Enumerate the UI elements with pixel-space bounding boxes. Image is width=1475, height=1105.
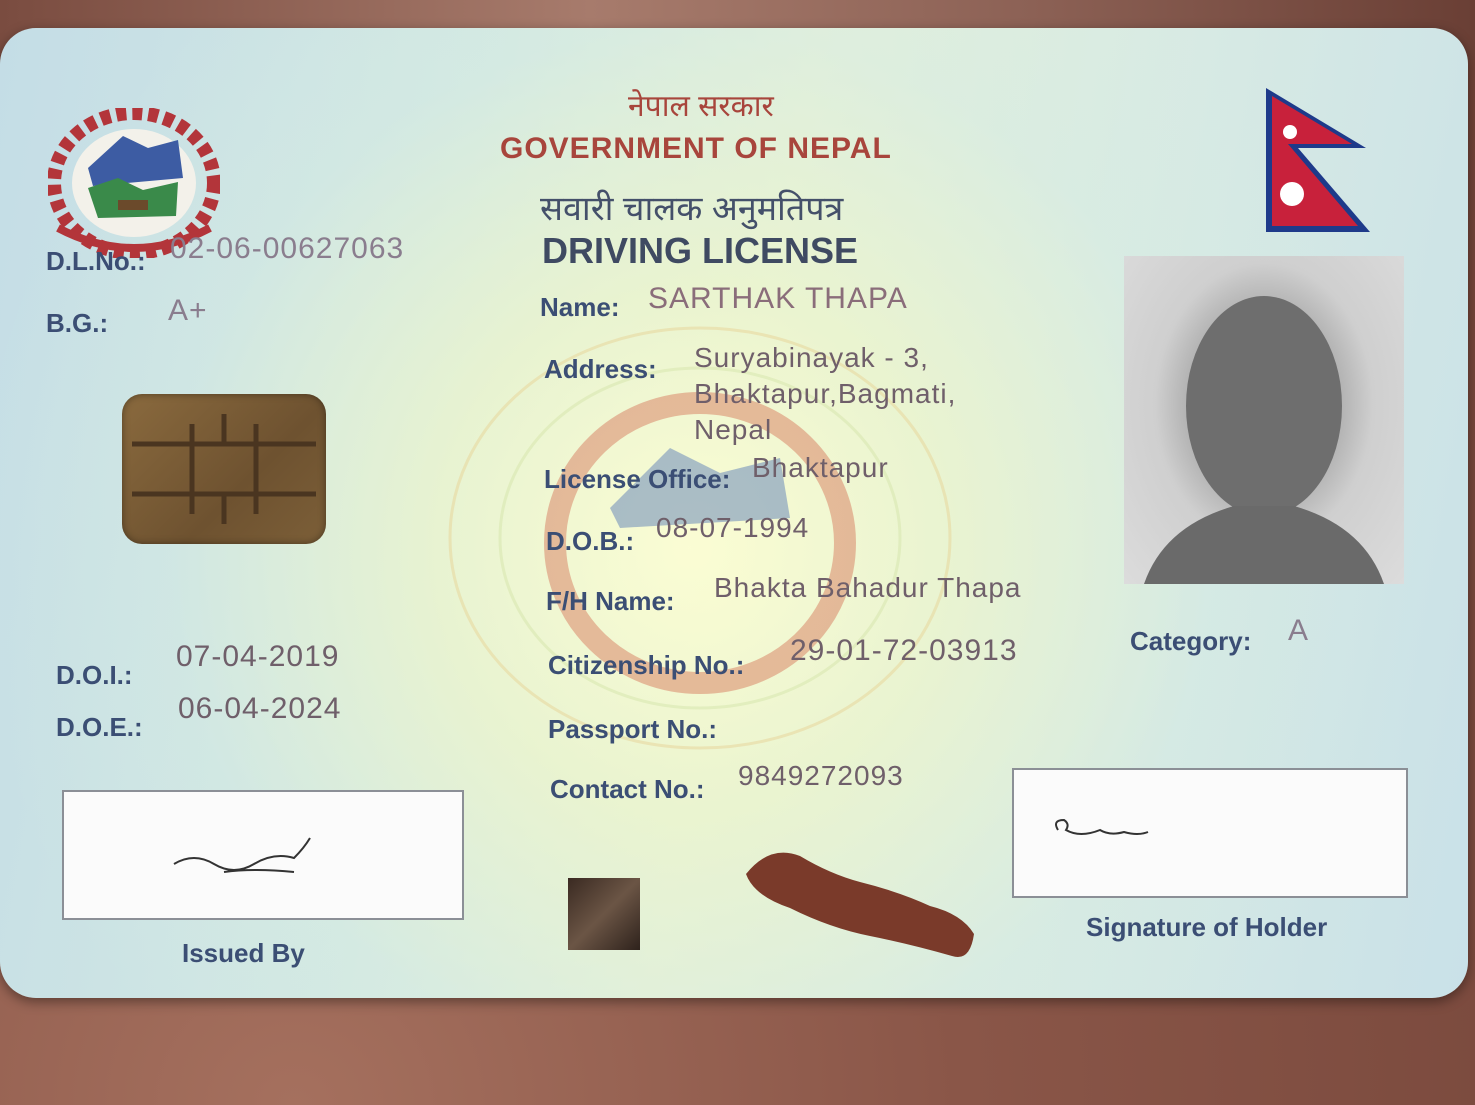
dl-no-value: 02-06-00627063 — [170, 232, 405, 265]
holder-signature-icon — [1014, 770, 1406, 896]
license-office-value: Bhaktapur — [752, 452, 889, 483]
license-office-label: License Office: — [544, 464, 731, 494]
name-label: Name: — [540, 292, 620, 322]
doe-label: D.O.E.: — [56, 712, 143, 742]
address-label: Address: — [544, 354, 657, 384]
hologram-mark — [568, 878, 640, 950]
dl-no-label: D.L.No.: — [46, 246, 146, 276]
doi-value: 07-04-2019 — [176, 640, 340, 673]
holder-portrait-icon — [1124, 256, 1404, 584]
category-value: A — [1288, 614, 1310, 647]
holder-photo — [1124, 256, 1404, 584]
address-line-3: Nepal — [694, 414, 773, 445]
issuer-signature-icon — [64, 792, 462, 918]
chip-contacts-icon — [122, 394, 326, 544]
bg-value: A+ — [168, 294, 208, 327]
header-driving-license: DRIVING LICENSE — [542, 230, 859, 271]
category-label: Category: — [1130, 626, 1252, 656]
citizenship-label: Citizenship No.: — [548, 650, 745, 680]
nepal-flag-icon — [1260, 86, 1378, 236]
smart-chip — [122, 394, 326, 544]
issuer-signature-box — [62, 790, 464, 920]
doe-value: 06-04-2024 — [178, 692, 342, 725]
holder-signature-box — [1012, 768, 1408, 898]
dob-label: D.O.B.: — [546, 526, 635, 556]
name-value: SARTHAK THAPA — [648, 282, 908, 315]
citizenship-value: 29-01-72-03913 — [790, 634, 1018, 667]
header-nepali-government: नेपाल सरकार — [628, 90, 774, 123]
signature-of-holder-label: Signature of Holder — [1086, 912, 1328, 942]
dob-value: 08-07-1994 — [656, 512, 810, 543]
driving-license-card — [0, 28, 1468, 998]
header-nepali-license: सवारी चालक अनुमतिपत्र — [540, 190, 844, 228]
contact-value: 9849272093 — [738, 760, 904, 791]
address-line-2: Bhaktapur,Bagmati, — [694, 378, 957, 409]
issued-by-label: Issued By — [182, 938, 305, 968]
address-line-1: Suryabinayak - 3, — [694, 342, 929, 373]
header-government-of-nepal: GOVERNMENT OF NEPAL — [500, 132, 892, 165]
nepal-map-icon — [740, 844, 980, 974]
fh-name-value: Bhakta Bahadur Thapa — [714, 572, 1022, 603]
bg-label: B.G.: — [46, 308, 109, 338]
passport-label: Passport No.: — [548, 714, 718, 744]
doi-label: D.O.I.: — [56, 660, 133, 690]
fh-name-label: F/H Name: — [546, 586, 675, 616]
contact-label: Contact No.: — [550, 774, 705, 804]
